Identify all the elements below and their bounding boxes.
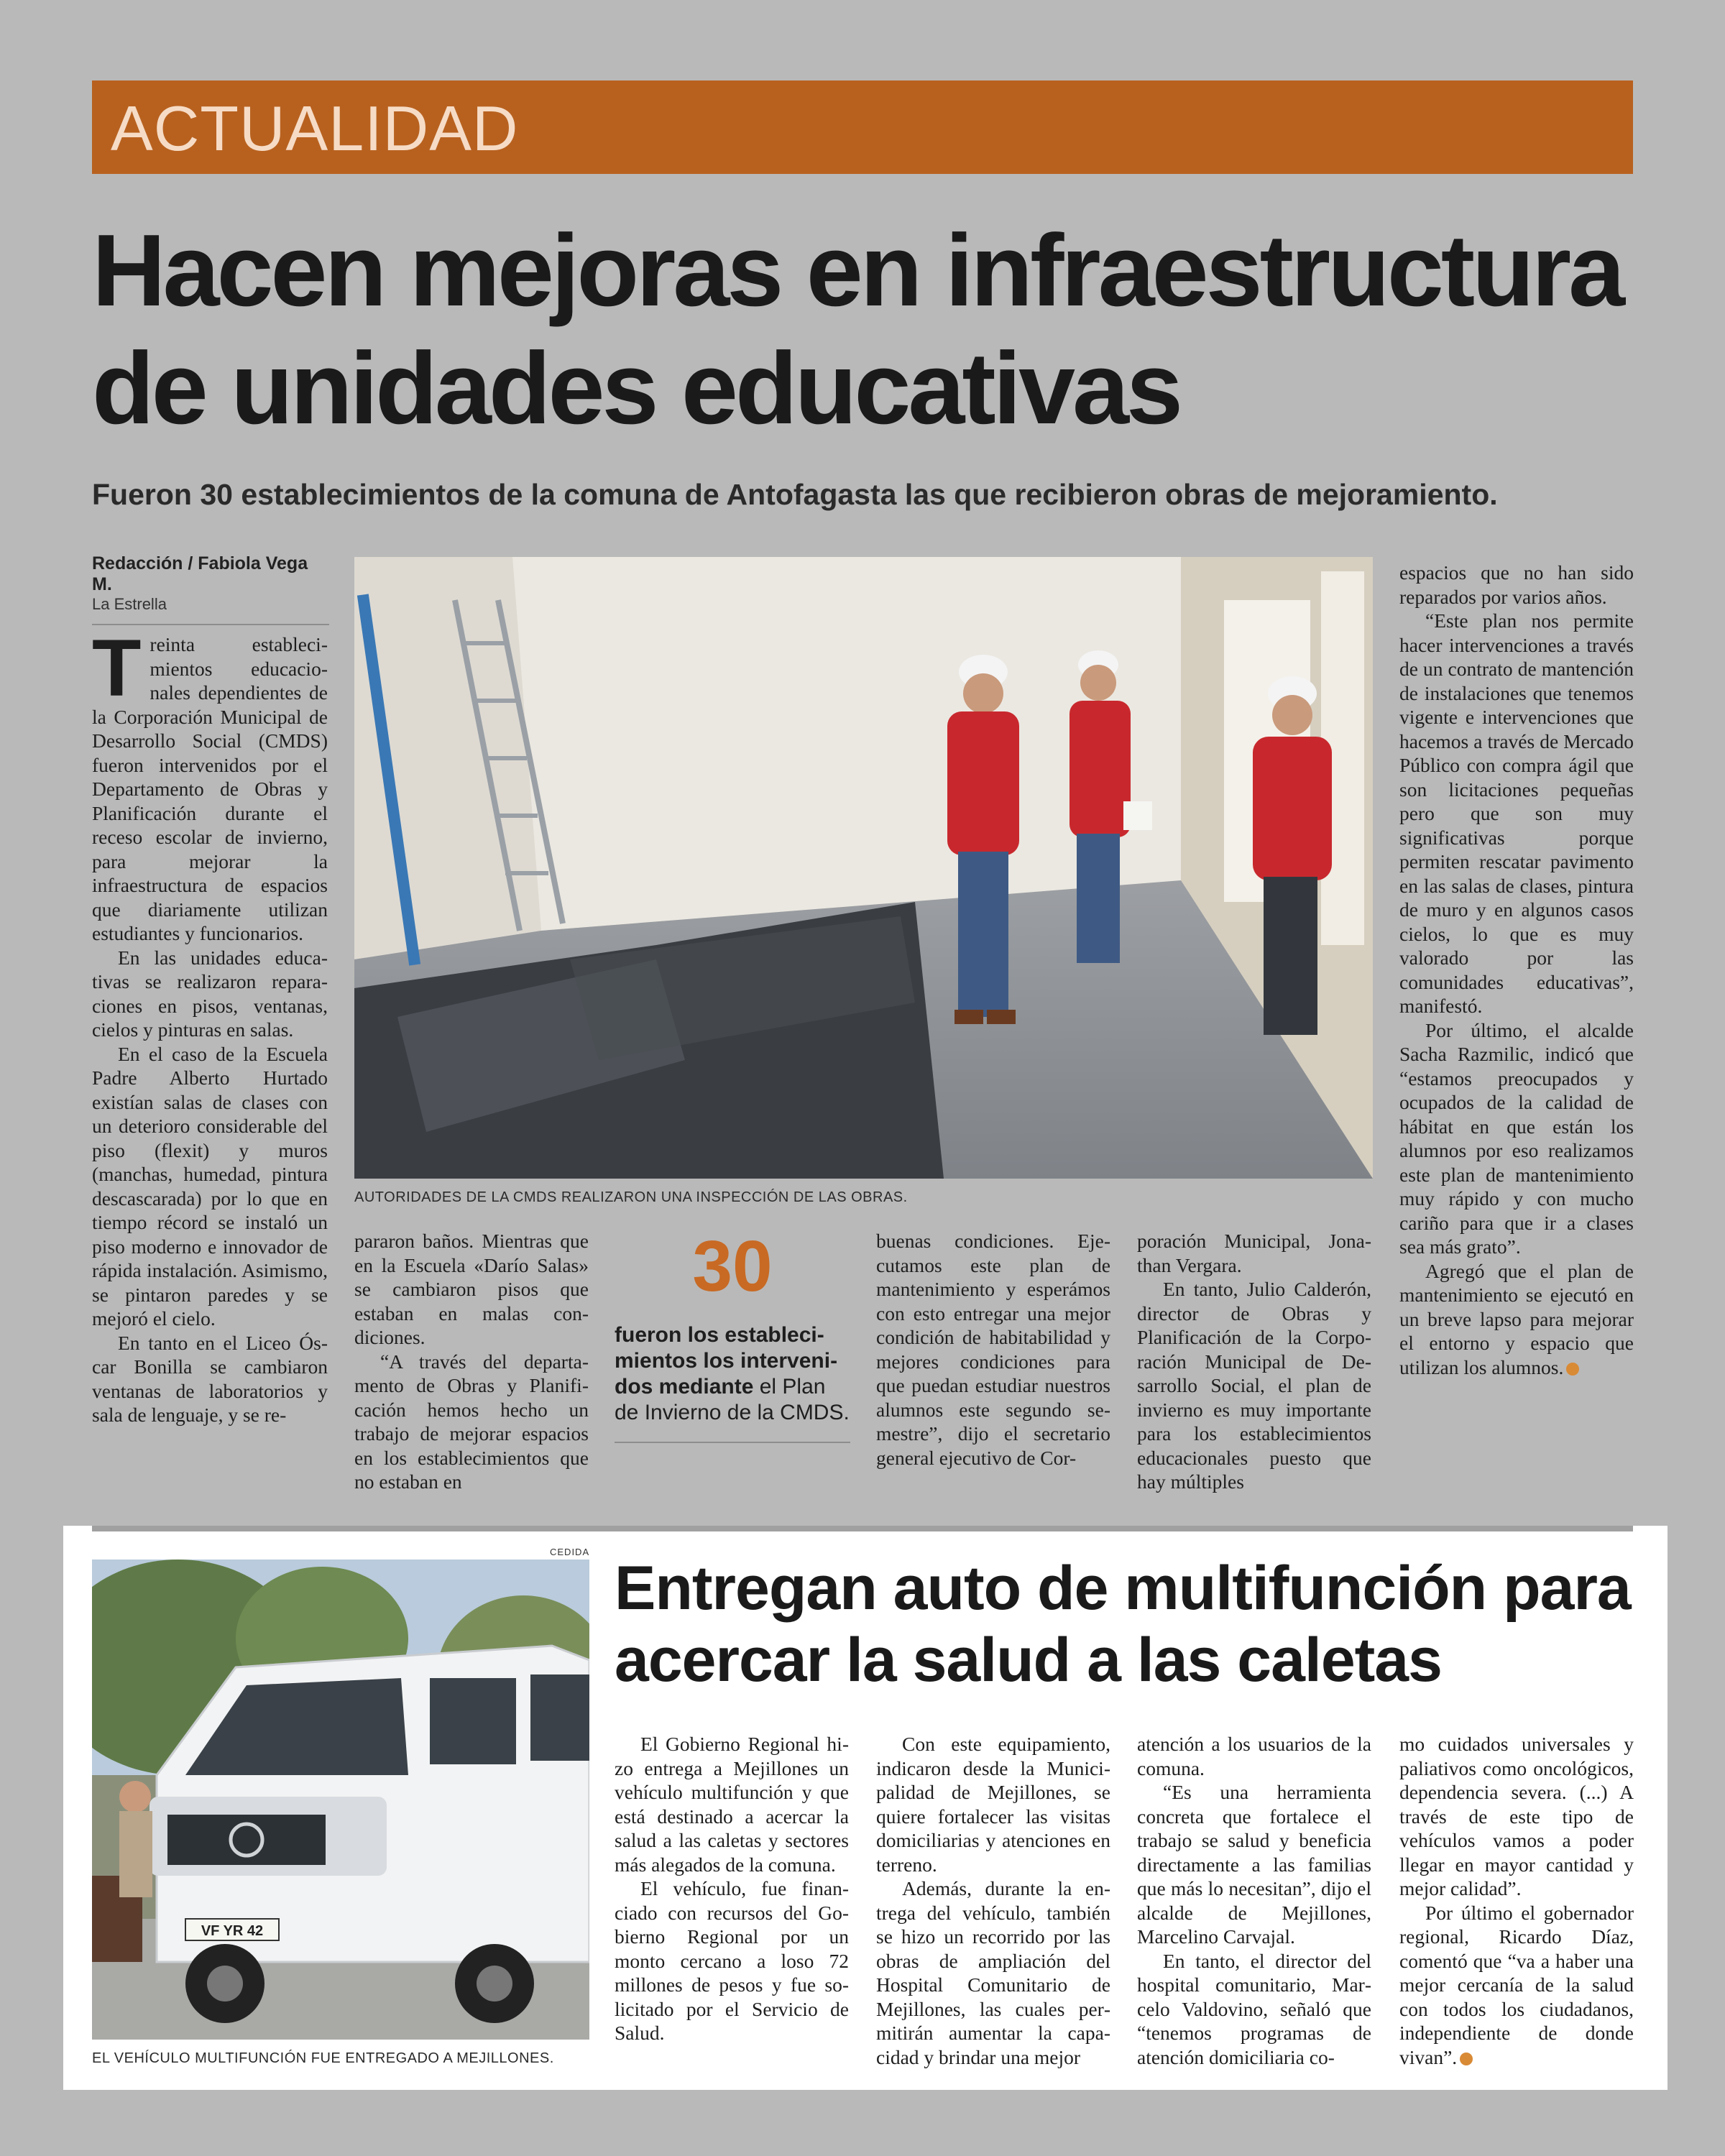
section-bar	[92, 80, 1633, 174]
byline-author: Redacción / Fabiola Vega M.	[92, 553, 308, 594]
article2-paragraph-text: Por último el gobernador regional, Ricardo Díaz, comentó que “va a haber una mejor cercanía de la salud con todos los ciudadanos, independiente de donde vivan”.	[1399, 1901, 1634, 2068]
article1-paragraph-text: Agregó que el plan de mantenimiento se ejecutó en un breve lapso para mejorar el entorno y espacio que utilizan los alumnos.	[1399, 1259, 1634, 1378]
end-mark-icon	[1566, 1363, 1579, 1376]
article1-paragraph: “A través del departamento de Obras y Planificación hemos hecho un trabajo de mejorar espacios en los establecimientos que no estaban en	[354, 1350, 589, 1493]
drop-cap: T	[92, 632, 142, 713]
article1-paragraph: buenas condiciones. Ejecutamos este plan de mantenimiento y esperámos con esto entregar una mejor condición de habitabilidad y mejores condiciones para que puedan estudiar nuestros alumnos este segundo semestre”, dijo el secretario general ejecutivo de Cor-	[876, 1230, 1110, 1469]
stat-callout	[615, 1225, 850, 1443]
article2-column-1	[615, 1732, 849, 2070]
article2-paragraph: atención a los usuarios de la comuna.	[1137, 1733, 1371, 1779]
stat-text-bold: fueron los establecimientos los intervenidos mediante	[615, 1323, 838, 1399]
article1-paragraph: Por último, el alcalde Sacha Razmilic, indicó que “estamos preocupados y ocupados de la calidad de hábitat en que están los alumnos por eso realizamos este plan de mantenimiento muy rápido y con mucho cariño para que ir a clases sea más grato”.	[1399, 1018, 1634, 1258]
article1-caption: AUTORIDADES DE LA CMDS REALIZARON UNA INSPECCIÓN DE LAS OBRAS.	[354, 1189, 908, 1205]
license-plate: VF YR 42	[201, 1923, 264, 1939]
article1-standfirst: Fueron 30 establecimientos de la comuna de Antofagasta las que recibieron obras de mejoramiento.	[92, 478, 1498, 511]
article2-column-3	[1137, 1732, 1371, 2070]
article1-paragraph: En el caso de la Escuela Padre Alberto Hurtado existían salas de clases con un deterioro considerable del piso (flexit) y muros (manchas, humedad, pintura descascarada) por lo que en tiempo récord se instaló un piso moderno e innovador de rápida instalación. Asimismo, se pintaron paredes y se mejoró el cielo.	[92, 1042, 328, 1330]
article1-headline: Hacen mejoras en infraestructura de unidades educativas	[92, 213, 1623, 446]
stat-number: 30	[692, 1226, 773, 1307]
article2-caption: EL VEHÍCULO MULTIFUNCIÓN FUE ENTREGADO A MEJILLONES.	[92, 2050, 554, 2066]
section-label: ACTUALIDAD	[111, 93, 519, 164]
article2-paragraph: En tanto, el director del hospital comunitario, Marcelo Valdovino, señaló que “tenemos programas de atención domiciliaria co-	[1137, 1949, 1371, 2068]
article1-paragraph: reinta establecimientos educacionales dependientes de la Corporación Municipal de Desarrollo Social (CMDS) fueron intervenidos por el Departamento de Obras y Planificación durante el receso escolar de invierno, para mejorar la infraestructura de espacios que diariamente utilizan estudiantes y funcionarios.	[92, 633, 328, 944]
article1-paragraph: espacios que no han sido reparados por varios años.	[1399, 561, 1634, 608]
article2-paragraph: mo cuidados universales y paliativos como oncológicos, dependencia severa. (...) A través de este tipo de vehículos vamos a poder llegar en mayor cantidad y mejor calidad”.	[1399, 1733, 1634, 1899]
article1-column-2	[354, 1229, 589, 1495]
article2-column-2	[876, 1732, 1110, 2070]
end-mark-icon	[1460, 2053, 1473, 2065]
article1-paragraph: poración Municipal, Jonathan Vergara.	[1137, 1230, 1371, 1276]
panel-divider	[92, 1526, 1633, 1531]
stat-text	[615, 1322, 850, 1426]
article2-paragraph: El Gobierno Regional hizo entrega a Mejillones un vehículo multifunción y que está destinado a acercar la salud a las caletas y sectores más alegados de la comuna.	[615, 1733, 849, 1876]
article2-paragraph	[1399, 1901, 1634, 2070]
vehicle-photo-illustration	[92, 1560, 589, 2040]
article1-column-3	[876, 1229, 1110, 1495]
byline-publication: La Estrella	[92, 595, 167, 613]
article1-paragraph: “Este plan nos permite hacer intervenciones a través de un contrato de mantención de instalaciones que tenemos vigente e intervenciones que hacemos a través de Mercado Público con compra ágil que son licitaciones pequeñas pero que son muy significativas porque permiten rescatar pavimento en las salas de clases, pintura de muro y en algunos casos cielos, lo que es muy valorado por las comunidades educativas”, manifestó.	[1399, 609, 1634, 1017]
byline	[92, 553, 329, 625]
article1-column-4	[1137, 1229, 1371, 1495]
article1-paragraph	[1399, 1259, 1634, 1380]
article2-paragraph: Además, durante la entrega del vehículo, también se hizo un recorrido por las obras de ampliación del Hospital Comunitario de Mejillones, las cuales permitirán aumentar la capacidad y brindar una mejor	[876, 1877, 1110, 2068]
article1-column-5	[1399, 561, 1634, 1477]
article2-paragraph: Con este equipamiento, indicaron desde la Municipalidad de Mejillones, se quiere fortalecer las visitas domiciliarias y atenciones en terreno.	[876, 1733, 1110, 1876]
article1-paragraph: pararon baños. Mientras que en la Escuela «Darío Salas» se cambiaron pisos que estaban en malas condiciones.	[354, 1230, 589, 1348]
article2-paragraph: El vehículo, fue financiado con recursos del Gobierno Regional por un monto cercano a loso 72 millones de pesos y fue solicitado por el Servicio de Salud.	[615, 1877, 849, 2044]
article1-paragraph: En tanto en el Liceo Óscar Bonilla se cambiaron ventanas de laboratorios y sala de lenguaje, y se re-	[92, 1331, 328, 1426]
inspection-photo-illustration	[354, 557, 1373, 1179]
article1-photo	[354, 557, 1373, 1179]
article1-paragraph: En las unidades educativas se realizaron reparaciones en pisos, ventanas, cielos y pinturas en salas.	[92, 946, 328, 1041]
article2-headline: Entregan auto de multifunción para acercar la salud a las caletas	[615, 1554, 1631, 1695]
article1-paragraph: En tanto, Julio Calderón, director de Obras y Planificación de la Corporación Municipal de Desarrollo Social, el plan de invierno es muy importante para los establecimientos educacionales puesto que hay múltiples	[1137, 1278, 1371, 1493]
photo-credit: CEDIDA	[550, 1547, 590, 1557]
article2-paragraph: “Es una herramienta concreta que fortalece el trabajo se salud y beneficia directamente a las familias que más lo necesitan”, dijo el alcalde de Mejillones, Marcelino Carvajal.	[1137, 1781, 1371, 1948]
article2-photo	[92, 1560, 589, 2040]
article2-column-4	[1399, 1732, 1634, 2070]
stat-text-rest: el Plan de Invierno de la CMDS.	[615, 1375, 850, 1424]
article1-column-1	[92, 632, 328, 1498]
